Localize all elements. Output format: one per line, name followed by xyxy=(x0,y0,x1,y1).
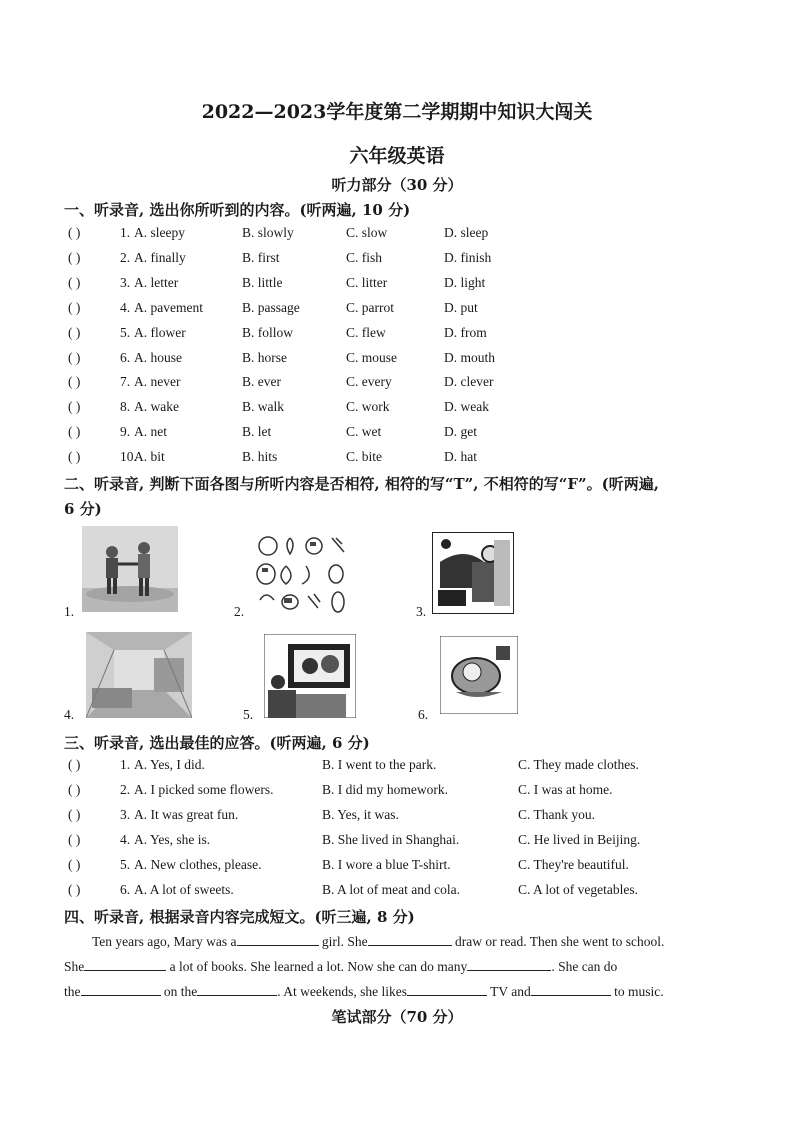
option-c: C. parrot xyxy=(346,299,394,315)
answer-paren[interactable]: ( ) xyxy=(68,225,81,240)
option-c: C. mouse xyxy=(346,349,398,365)
passage-text: She xyxy=(64,959,85,974)
option-d: D. sleep xyxy=(444,225,489,240)
option-b: B. little xyxy=(242,274,283,290)
option-c: C. slow xyxy=(346,225,388,240)
option-b: B. follow xyxy=(242,324,294,340)
picture-two-men-handshake xyxy=(82,526,178,612)
option-b: B. She lived in Shanghai. xyxy=(322,832,460,847)
section4-heading: 四、听录音, 根据录音内容完成短文。(听三遍, 8 分) xyxy=(64,908,415,926)
option-b: B. let xyxy=(242,424,272,440)
question-number: 2. xyxy=(120,249,131,265)
passage-text: girl. She xyxy=(318,934,368,949)
question-number: 7. xyxy=(120,374,131,390)
option-b: B. passage xyxy=(242,299,300,315)
option-b: B. slowly xyxy=(242,225,294,240)
option-c: C. work xyxy=(346,399,390,415)
section1-heading: 一、听录音, 选出你所听到的内容。(听两遍, 10 分) xyxy=(64,201,411,219)
answer-blank-5[interactable] xyxy=(81,982,161,996)
option-d: D. mouth xyxy=(444,349,496,365)
picture-family-watching-tv xyxy=(264,634,356,718)
passage-text: on the xyxy=(160,984,198,999)
passage-text: the xyxy=(64,984,81,999)
option-d: D. finish xyxy=(444,249,492,265)
answer-paren[interactable]: ( ) xyxy=(68,349,81,365)
option-b: B. horse xyxy=(242,349,287,365)
option-d: D. hat xyxy=(444,449,477,465)
option-b: B. ever xyxy=(242,374,281,390)
question-number: 6. xyxy=(120,349,131,365)
answer-paren[interactable]: ( ) xyxy=(68,807,81,822)
answer-blank-6[interactable] xyxy=(197,982,277,996)
option-c: C. They made clothes. xyxy=(518,757,639,772)
answer-paren[interactable]: ( ) xyxy=(68,832,81,847)
picture-person-sleeping xyxy=(440,636,518,714)
option-c: C. litter xyxy=(346,274,388,290)
answer-paren[interactable]: ( ) xyxy=(68,882,81,897)
option-b: B. first xyxy=(242,249,280,265)
option-c: C. fish xyxy=(346,249,383,265)
option-d: D. from xyxy=(444,324,487,340)
passage-text: TV and xyxy=(486,984,531,999)
picture-room-with-bed xyxy=(86,632,192,718)
answer-paren[interactable]: ( ) xyxy=(68,399,81,415)
option-a: A. pavement xyxy=(134,299,203,315)
option-a: A. finally xyxy=(134,249,186,265)
question-number: 5. xyxy=(120,857,131,872)
question-number: 4. xyxy=(120,299,131,315)
passage-text: a lot of books. She learned a lot. Now she can do many xyxy=(166,959,468,974)
question-number: 1. xyxy=(120,225,131,240)
option-a: A. wake xyxy=(134,399,179,415)
question-number: 4. xyxy=(120,832,131,847)
answer-paren[interactable]: ( ) xyxy=(68,424,81,440)
option-c: C. flew xyxy=(346,324,386,340)
question-number: 5. xyxy=(120,324,131,340)
section3-heading: 三、听录音, 选出最佳的应答。(听两遍, 6 分) xyxy=(64,734,370,752)
option-a: A. house xyxy=(134,349,182,365)
option-d: D. put xyxy=(444,299,478,315)
answer-paren[interactable]: ( ) xyxy=(68,757,81,772)
passage-line-2 xyxy=(64,957,617,975)
question-number: 3. xyxy=(120,274,131,290)
option-a: A. bit xyxy=(134,449,165,465)
section2-heading-line2: 6 分) xyxy=(64,500,102,518)
option-b: B. I did my homework. xyxy=(322,782,448,797)
option-c: C. every xyxy=(346,374,392,390)
option-c: C. wet xyxy=(346,424,382,440)
option-c: C. bite xyxy=(346,449,382,465)
figure-label-2: 2. xyxy=(234,604,245,619)
question-number: 9. xyxy=(120,424,131,440)
picture-vegetables xyxy=(250,530,354,616)
section2-heading-line1: 二、听录音, 判断下面各图与所听内容是否相符, 相符的写“T”, 不相符的写“F”。(听两遍, xyxy=(64,475,659,493)
option-a: A. flower xyxy=(134,324,186,340)
passage-text: Ten years ago, Mary was a xyxy=(92,934,237,949)
option-a: A. Yes, she is. xyxy=(134,832,211,847)
option-a: A. sleepy xyxy=(134,225,185,240)
figure-label-5: 5. xyxy=(243,707,254,722)
option-b: B. walk xyxy=(242,399,284,415)
option-a: A. A lot of sweets. xyxy=(134,882,234,897)
question-number: 8. xyxy=(120,399,131,415)
option-d: D. weak xyxy=(444,399,489,415)
question-number: 1. xyxy=(120,757,131,772)
answer-blank-3[interactable] xyxy=(84,957,166,971)
option-c: C. They're beautiful. xyxy=(518,857,629,872)
option-c: C. Thank you. xyxy=(518,807,595,822)
passage-line-3 xyxy=(64,982,664,1000)
answer-blank-4[interactable] xyxy=(467,957,551,971)
figure-label-4: 4. xyxy=(64,707,75,722)
question-number: 10. xyxy=(120,449,137,465)
option-b: B. I went to the park. xyxy=(322,757,437,772)
option-b: B. hits xyxy=(242,449,278,465)
exam-subtitle: 六年级英语 xyxy=(349,145,445,167)
answer-paren[interactable]: ( ) xyxy=(68,782,81,797)
answer-blank-2[interactable] xyxy=(368,932,452,946)
question-number: 6. xyxy=(120,882,131,897)
option-d: D. get xyxy=(444,424,477,440)
answer-blank-1[interactable] xyxy=(237,932,319,946)
answer-paren[interactable]: ( ) xyxy=(68,324,81,340)
answer-paren[interactable]: ( ) xyxy=(68,857,81,872)
answer-blank-7[interactable] xyxy=(407,982,487,996)
option-a: A. Yes, I did. xyxy=(134,757,205,772)
option-b: B. A lot of meat and cola. xyxy=(322,882,460,897)
option-c: C. He lived in Beijing. xyxy=(518,832,641,847)
passage-text: to music. xyxy=(610,984,664,999)
question-number: 3. xyxy=(120,807,131,822)
picture-man-lifting-box xyxy=(432,532,514,614)
option-c: C. A lot of vegetables. xyxy=(518,882,638,897)
option-d: D. clever xyxy=(444,374,494,390)
writing-part-heading: 笔试部分（70 分） xyxy=(331,1008,463,1026)
exam-title: 2022—2023学年度第二学期期中知识大闯关 xyxy=(201,101,593,123)
question-number: 2. xyxy=(120,782,131,797)
option-a: A. I picked some flowers. xyxy=(134,782,274,797)
answer-paren[interactable]: ( ) xyxy=(68,374,81,390)
figure-label-6: 6. xyxy=(418,707,429,722)
passage-line-1 xyxy=(92,932,664,950)
passage-text: . She can do xyxy=(551,959,618,974)
option-a: A. letter xyxy=(134,274,179,290)
figure-label-3: 3. xyxy=(416,604,427,619)
answer-paren[interactable]: ( ) xyxy=(68,299,81,315)
option-a: A. net xyxy=(134,424,167,440)
option-a: A. never xyxy=(134,374,181,390)
passage-text: draw or read. Then she went to school. xyxy=(451,934,665,949)
option-b: B. Yes, it was. xyxy=(322,807,399,822)
answer-blank-8[interactable] xyxy=(531,982,611,996)
option-b: B. I wore a blue T-shirt. xyxy=(322,857,451,872)
answer-paren[interactable]: ( ) xyxy=(68,274,81,290)
figure-label-1: 1. xyxy=(64,604,75,619)
option-a: A. It was great fun. xyxy=(134,807,239,822)
passage-text: . At weekends, she likes xyxy=(277,984,407,999)
option-c: C. I was at home. xyxy=(518,782,613,797)
option-d: D. light xyxy=(444,274,486,290)
answer-paren[interactable]: ( ) xyxy=(68,249,81,265)
listening-part-heading: 听力部分（30 分） xyxy=(331,176,463,194)
option-a: A. New clothes, please. xyxy=(134,857,262,872)
answer-paren[interactable]: ( ) xyxy=(68,449,81,465)
